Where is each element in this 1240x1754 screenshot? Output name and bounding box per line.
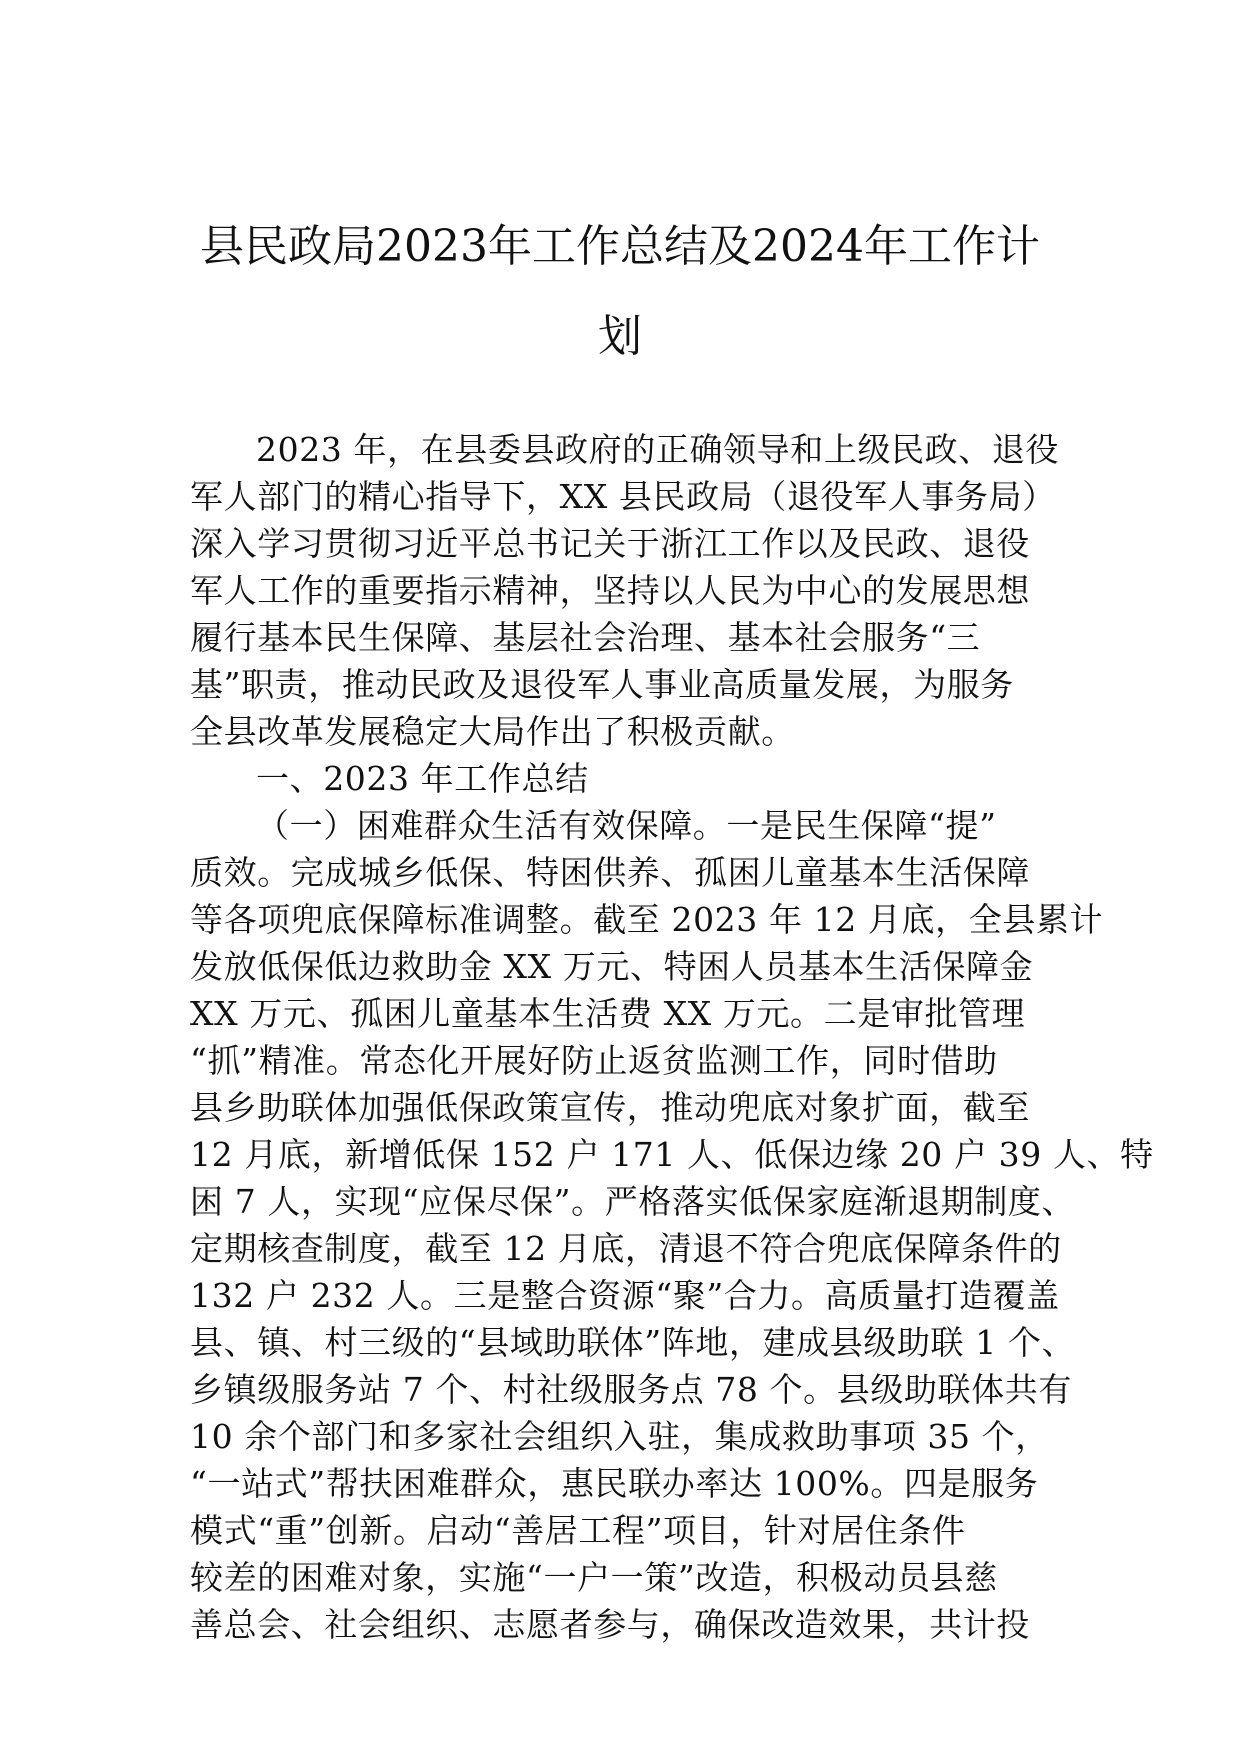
paragraph-intro-line: 深入学习贯彻习近平总书记关于浙江工作以及民政、退役 [190,524,1030,563]
paragraph-intro-line: 2023 年，在县委县政府的正确领导和上级民政、退役 [256,430,1060,469]
paragraph-section-line: 10 余个部门和多家社会组织入驻，集成救助事项 35 个， [190,1417,1049,1456]
paragraph-section-line: “抓”精准。常态化开展好防止返贫监测工作，同时借助 [190,1041,998,1080]
paragraph-section-line: 模式“重”创新。启动“善居工程”项目，针对居住条件 [190,1511,966,1550]
document-body [190,426,1154,1648]
paragraph-section-line: 12 月底，新增低保 152 户 171 人、低保边缘 20 户 39 人、特 [190,1135,1154,1174]
document-title-line-2: 划 [598,311,642,362]
paragraph-section-line: 较差的困难对象，实施“一户一策”改造，积极动员县慈 [190,1558,998,1597]
paragraph-intro-line: 军人部门的精心指导下，XX 县民政局（退役军人事务局） [190,477,1056,516]
paragraph-intro-line: 军人工作的重要指示精神，坚持以人民为中心的发展思想 [190,571,1030,610]
paragraph-section-line: 定期核查制度，截至 12 月底，清退不符合兜底保障条件的 [190,1229,1062,1268]
paragraph-section-line: “一站式”帮扶困难群众，惠民联办率达 100%。四是服务 [190,1464,1039,1503]
paragraph-section-line: 132 户 232 人。三是整合资源“聚”合力。高质量打造覆盖 [190,1276,1060,1315]
paragraph-section-line: 善总会、社会组织、志愿者参与，确保改造效果，共计投 [190,1605,1030,1644]
paragraph-section-line: 困 7 人，实现“应保尽保”。严格落实低保家庭渐退期制度、 [190,1182,1076,1221]
document-title-line-1: 县民政局2023年工作总结及2024年工作计 [200,221,1040,272]
paragraph-section-line: 发放低保低边救助金 XX 万元、特困人员基本生活保障金 [190,947,1034,986]
paragraph-section-line: 等各项兜底保障标准调整。截至 2023 年 12 月底，全县累计 [190,900,1104,939]
paragraph-intro-line: 履行基本民生保障、基层社会治理、基本社会服务“三 [190,618,981,657]
section-heading: 一、2023 年工作总结 [256,759,589,798]
paragraph-section-line: （一）困难群众生活有效保障。一是民生保障“提” [256,806,997,845]
paragraph-section-line: 县乡助联体加强低保政策宣传，推动兜底对象扩面，截至 [190,1088,1030,1127]
paragraph-intro-line: 全县改革发展稳定大局作出了积极贡献。 [190,712,795,751]
paragraph-section-line: XX 万元、孤困儿童基本生活费 XX 万元。二是审批管理 [190,994,1026,1033]
paragraph-section-line: 乡镇级服务站 7 个、村社级服务点 78 个。县级助联体共有 [190,1370,1072,1409]
paragraph-section-line: 县、镇、村三级的“县域助联体”阵地，建成县级助联 1 个、 [190,1323,1076,1362]
paragraph-section-line: 质效。完成城乡低保、特困供养、孤困儿童基本生活保障 [190,853,1030,892]
paragraph-intro-line: 基”职责，推动民政及退役军人事业高质量发展，为服务 [190,665,1014,704]
